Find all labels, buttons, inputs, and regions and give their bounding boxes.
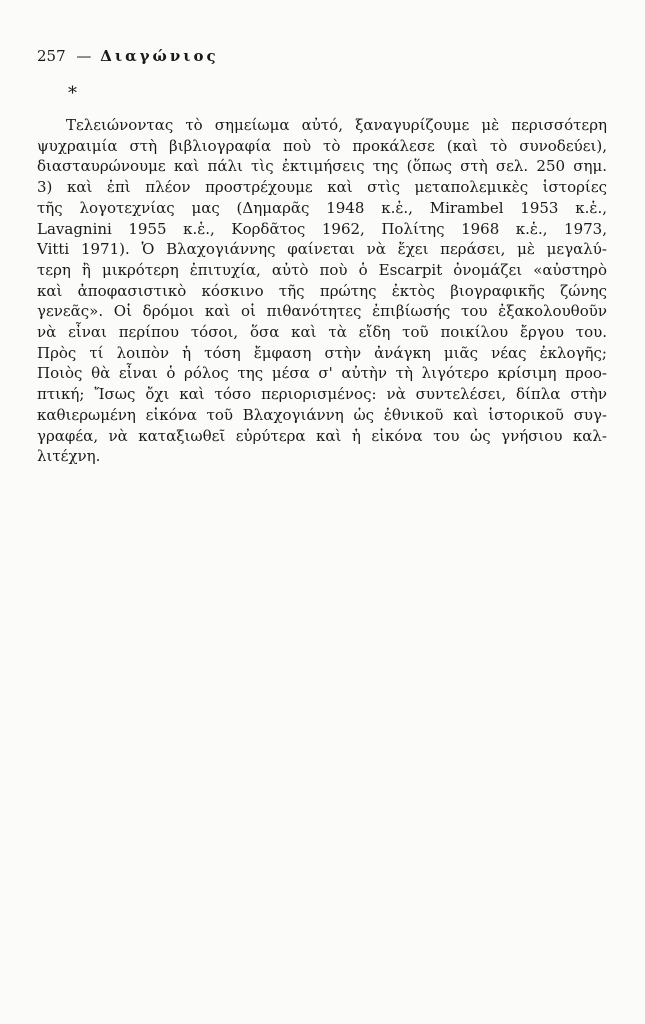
text-line: καθιερωμένη εἰκόνα τοῦ Βλαχογιάννη ὡς ἐθνικοῦ καὶ ἱστορικοῦ συγ-	[37, 405, 607, 424]
text-line: πτική; Ἴσως ὄχι καὶ τόσο περιορισμένος: νὰ συντελέσει, δίπλα στὴν	[37, 385, 607, 404]
journal-title: Διαγώνιος	[100, 47, 219, 65]
text-line: γραφέα, νὰ καταξιωθεῖ εὐρύτερα καὶ ἡ εἰκόνα του ὡς γνήσιου καλ-	[37, 426, 607, 445]
body-paragraph	[37, 115, 607, 467]
text-line: γενεᾶς». Οἱ δρόμοι καὶ οἱ πιθανότητες ἐπιβίωσής του ἐξακολουθοῦν	[37, 302, 607, 321]
text-line: Vitti 1971). Ὁ Βλαχογιάννης φαίνεται νὰ ἔχει περάσει, μὲ μεγαλύ-	[37, 240, 607, 259]
text-line: λιτέχνη.	[37, 447, 101, 466]
text-line: καὶ ἀποφασιστικὸ κόσκινο τῆς πρώτης ἐκτὸς βιογραφικῆς ζώνης	[37, 281, 607, 300]
text-line: ψυχραιμία στὴ βιβλιογραφία ποὺ τὸ προκάλεσε (καὶ τὸ συνοδεύει),	[37, 136, 607, 155]
text-line: τερη ἢ μικρότερη ἐπιτυχία, αὐτὸ ποὺ ὁ Escarpit ὀνομάζει «αὐστηρὸ	[37, 260, 607, 279]
text-line: 3) καὶ ἐπὶ πλέον προστρέχουμε καὶ στὶς μεταπολεμικὲς ἱστορίες	[37, 178, 607, 197]
text-line: νὰ εἶναι περίπου τόσοι, ὅσα καὶ τὰ εἴδη τοῦ ποικίλου ἔργου του.	[37, 323, 607, 342]
running-head	[37, 46, 219, 66]
section-asterisk: *	[68, 83, 77, 104]
text-line: Τελειώνοντας τὸ σημείωμα αὐτό, ξαναγυρίζουμε μὲ περισσότερη	[66, 116, 607, 134]
text-line: Lavagnini 1955 κ.ἑ., Κορδᾶτος 1962, Πολίτης 1968 κ.ἑ., 1973,	[37, 219, 607, 238]
running-head-dash: —	[76, 47, 92, 65]
text-line: Πρὸς τί λοιπὸν ἡ τόση ἔμφαση στὴν ἀνάγκη μιᾶς νέας ἐκλογῆς;	[37, 343, 607, 362]
page-number: 257	[37, 47, 66, 65]
text-line: διασταυρώνουμε καὶ πάλι τὶς ἐκτιμήσεις της (ὅπως στὴ σελ. 250 σημ.	[37, 157, 607, 176]
text-line: τῆς λογοτεχνίας μας (Δημαρᾶς 1948 κ.ἑ., Mirambel 1953 κ.ἑ.,	[37, 198, 607, 217]
text-line: Ποιὸς θὰ εἶναι ὁ ρόλος της μέσα σ' αὐτὴν τὴ λιγότερο κρίσιμη προο-	[37, 364, 607, 383]
